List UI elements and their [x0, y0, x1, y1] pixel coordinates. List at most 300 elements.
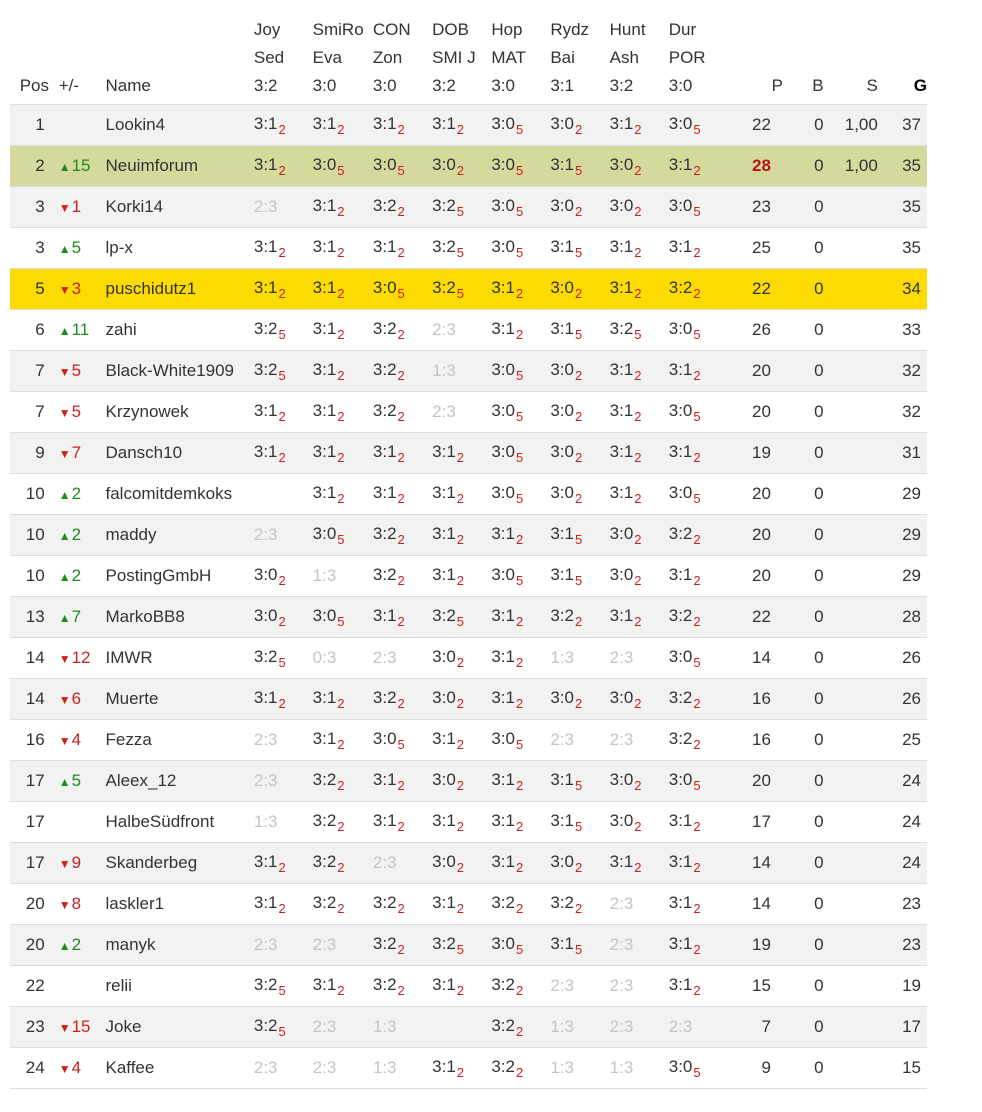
bet-points: 5 — [515, 162, 524, 178]
bet-tip: 3:1 — [432, 810, 456, 830]
bet-score — [312, 318, 345, 342]
bet-cell — [313, 761, 373, 802]
s-cell — [824, 556, 878, 597]
total-cell: 24 — [878, 761, 927, 802]
table-row[interactable] — [10, 966, 927, 1007]
table-row[interactable] — [10, 597, 927, 638]
bet-cell — [550, 269, 609, 310]
bet-score — [372, 441, 405, 465]
bet-tip: 3:1 — [550, 810, 574, 830]
bet-points: 5 — [574, 326, 583, 342]
player-name[interactable]: Muerte — [105, 679, 253, 720]
player-name[interactable]: Kaffee — [105, 1048, 253, 1089]
header-pos[interactable]: Pos — [19, 76, 49, 95]
bet-tip: 3:0 — [550, 400, 574, 420]
player-name[interactable]: Black-White1909 — [105, 351, 253, 392]
bet-points: 2 — [634, 613, 642, 629]
arrow-down-icon: ▼ — [58, 857, 71, 871]
total-cell: 23 — [878, 925, 927, 966]
bet-cell — [550, 556, 609, 597]
bet-points: 2 — [574, 859, 583, 875]
bet-points: 2 — [397, 449, 405, 465]
bet-score — [491, 769, 524, 793]
bet-points: 5 — [574, 162, 583, 178]
table-row[interactable] — [10, 433, 927, 474]
bet-points: 5 — [515, 408, 524, 424]
table-row[interactable] — [10, 556, 927, 597]
bet-tip: 2:3 — [609, 1017, 634, 1036]
bet-score — [491, 564, 524, 588]
bet-tip: 3:2 — [432, 277, 456, 297]
bet-cell — [669, 679, 728, 720]
bet-tip: 3:0 — [668, 769, 693, 789]
bet-cell — [432, 761, 491, 802]
bet-points: 2 — [515, 326, 524, 342]
bet-cell — [373, 556, 432, 597]
header-bonus[interactable]: B — [812, 76, 824, 95]
bet-tip: 3:0 — [312, 154, 337, 174]
table-row[interactable] — [10, 146, 927, 187]
bet-tip: 3:0 — [432, 646, 456, 666]
header-match[interactable] — [610, 16, 669, 105]
bet-tip: 3:2 — [491, 1056, 515, 1076]
bet-score — [373, 648, 397, 667]
bet-score — [312, 892, 345, 916]
bet-score — [491, 195, 524, 219]
bonus-cell: 0 — [783, 556, 824, 597]
bonus-cell: 0 — [783, 966, 824, 1007]
bet-cell — [491, 556, 550, 597]
bonus-cell: 0 — [783, 515, 824, 556]
bet-score — [432, 564, 465, 588]
bet-score — [372, 769, 405, 793]
bet-score — [609, 523, 642, 547]
bet-tip: 3:1 — [609, 400, 634, 420]
player-name[interactable]: falcomitdemkoks — [105, 474, 253, 515]
bet-tip: 3:1 — [668, 810, 693, 830]
bet-score — [550, 687, 583, 711]
bet-tip: 3:0 — [372, 154, 397, 174]
bet-score — [373, 853, 397, 872]
bet-score — [669, 1017, 693, 1036]
bet-score — [550, 933, 583, 957]
bet-cell — [254, 638, 313, 679]
bet-points: 2 — [693, 285, 701, 301]
bet-score — [313, 566, 337, 585]
table-row[interactable] — [10, 105, 927, 146]
bet-tip: 3:2 — [432, 195, 456, 215]
player-name[interactable]: laskler1 — [105, 884, 253, 925]
bet-score — [491, 359, 524, 383]
header-name[interactable]: Name — [105, 76, 151, 95]
table-row[interactable] — [10, 925, 927, 966]
bet-tip: 2:3 — [609, 730, 634, 749]
header-match[interactable] — [313, 16, 373, 105]
bet-tip: 3:1 — [550, 769, 574, 789]
table-row[interactable] — [10, 228, 927, 269]
bet-cell — [432, 351, 491, 392]
bet-cell — [550, 433, 609, 474]
bet-tip: 3:0 — [372, 728, 397, 748]
bet-score — [550, 482, 583, 506]
bet-points: 2 — [634, 121, 642, 137]
bet-points: 2 — [693, 736, 701, 752]
header-match[interactable] — [491, 16, 550, 105]
points-cell: 19 — [728, 925, 783, 966]
bet-cell — [254, 1048, 313, 1089]
bet-cell — [550, 310, 609, 351]
rank-cell: 13 — [10, 597, 59, 638]
bet-score — [609, 482, 642, 506]
player-name[interactable]: manyk — [105, 925, 253, 966]
bet-tip: 3:0 — [491, 933, 515, 953]
bet-score — [432, 974, 465, 998]
bet-cell — [373, 392, 432, 433]
bet-tip: 3:1 — [372, 441, 397, 461]
bet-cell — [432, 720, 491, 761]
bet-tip: 3:2 — [372, 359, 397, 379]
bet-tip: 3:0 — [491, 113, 515, 133]
bet-points: 2 — [693, 695, 701, 711]
bet-points: 5 — [337, 531, 345, 547]
player-name[interactable]: IMWR — [105, 638, 253, 679]
bonus-cell: 0 — [783, 228, 824, 269]
header-s[interactable]: S — [866, 76, 878, 95]
bet-points: 5 — [693, 203, 701, 219]
bet-cell — [669, 597, 728, 638]
player-name[interactable]: Neuimforum — [105, 146, 253, 187]
bet-tip: 3:1 — [491, 769, 515, 789]
player-name[interactable]: Joke — [105, 1007, 253, 1048]
bet-points: 2 — [515, 613, 524, 629]
bet-cell — [432, 474, 491, 515]
bet-tip: 3:1 — [609, 851, 634, 871]
bet-score — [609, 154, 642, 178]
bet-score — [313, 935, 337, 954]
bet-score — [253, 605, 286, 629]
bet-points: 2 — [693, 818, 701, 834]
table-row[interactable] — [10, 802, 927, 843]
bet-cell — [491, 720, 550, 761]
bet-cell — [491, 187, 550, 228]
header-match[interactable] — [373, 16, 432, 105]
header-match[interactable] — [669, 16, 728, 105]
points-cell: 7 — [728, 1007, 783, 1048]
bet-tip: 2:3 — [432, 402, 456, 421]
player-name[interactable]: Lookin4 — [105, 105, 253, 146]
player-name[interactable]: Krzynowek — [105, 392, 253, 433]
bet-tip: 3:1 — [609, 113, 634, 133]
rank-change-cell — [59, 433, 106, 474]
bet-cell — [491, 925, 550, 966]
table-row[interactable] — [10, 351, 927, 392]
bet-score — [373, 1058, 397, 1077]
bet-tip: 3:1 — [550, 236, 574, 256]
bet-tip: 3:1 — [312, 318, 337, 338]
bet-score — [254, 771, 278, 790]
bet-tip: 3:0 — [609, 154, 634, 174]
bet-score — [372, 523, 405, 547]
player-name[interactable]: Dansch10 — [105, 433, 253, 474]
bet-tip: 3:1 — [372, 113, 397, 133]
bet-tip: 3:1 — [550, 154, 574, 174]
s-cell — [824, 679, 878, 720]
s-cell — [824, 843, 878, 884]
bet-points: 5 — [278, 654, 286, 670]
header-match[interactable] — [254, 16, 313, 105]
bet-score — [491, 1015, 524, 1039]
bet-tip: 3:2 — [253, 646, 278, 666]
bet-tip: 3:2 — [253, 318, 278, 338]
bet-score — [610, 935, 634, 954]
table-row[interactable] — [10, 761, 927, 802]
table-row[interactable] — [10, 884, 927, 925]
table-row[interactable] — [10, 679, 927, 720]
bet-points: 2 — [515, 695, 524, 711]
bet-cell — [432, 679, 491, 720]
bet-points: 5 — [693, 777, 701, 793]
arrow-up-icon: ▲ — [58, 939, 71, 953]
bet-cell — [610, 433, 669, 474]
player-name[interactable]: Skanderbeg — [105, 843, 253, 884]
table-row[interactable] — [10, 474, 927, 515]
points-cell: 25 — [728, 228, 783, 269]
bet-cell — [432, 146, 491, 187]
bet-cell — [373, 187, 432, 228]
header-match[interactable] — [550, 16, 609, 105]
bet-tip: 1:3 — [432, 361, 456, 380]
points-cell: 14 — [728, 884, 783, 925]
table-row[interactable] — [10, 1007, 927, 1048]
bet-tip: 3:2 — [491, 1015, 515, 1035]
bet-points: 2 — [456, 531, 465, 547]
bet-points: 2 — [574, 285, 583, 301]
bet-score — [254, 197, 278, 216]
match-result: 3:0 — [372, 76, 397, 95]
bet-points: 2 — [634, 572, 642, 588]
bet-cell — [550, 187, 609, 228]
bet-cell — [610, 884, 669, 925]
bet-cell — [313, 966, 373, 1007]
header-match[interactable] — [432, 16, 491, 105]
player-name[interactable]: Korki14 — [105, 187, 253, 228]
bonus-cell: 0 — [783, 884, 824, 925]
player-name[interactable]: maddy — [105, 515, 253, 556]
table-header — [10, 16, 927, 105]
bet-cell — [550, 802, 609, 843]
bonus-cell: 0 — [783, 1007, 824, 1048]
bet-score — [668, 851, 701, 875]
match-result: 3:2 — [432, 76, 456, 95]
bet-points: 5 — [574, 531, 583, 547]
bet-points: 2 — [337, 121, 345, 137]
bet-points: 2 — [397, 490, 405, 506]
bet-cell — [610, 187, 669, 228]
bet-score — [432, 646, 465, 670]
bet-points: 2 — [693, 572, 701, 588]
rank-change-cell — [59, 228, 106, 269]
player-name[interactable]: lp-x — [105, 228, 253, 269]
bet-tip: 3:2 — [372, 523, 397, 543]
bet-tip: 2:3 — [609, 935, 634, 954]
bet-points: 2 — [456, 982, 465, 998]
player-name[interactable]: zahi — [105, 310, 253, 351]
bet-points: 2 — [397, 244, 405, 260]
bet-points: 5 — [693, 326, 701, 342]
table-row[interactable] — [10, 720, 927, 761]
bet-cell — [373, 515, 432, 556]
header-points[interactable]: P — [771, 76, 783, 95]
bet-tip: 3:2 — [550, 605, 574, 625]
bet-cell — [669, 720, 728, 761]
bet-cell — [313, 1048, 373, 1089]
bet-points: 2 — [634, 531, 642, 547]
bet-tip: 1:3 — [312, 566, 337, 585]
bet-cell — [550, 925, 609, 966]
bet-tip: 3:0 — [550, 359, 574, 379]
bet-tip: 1:3 — [550, 648, 574, 667]
rank-change-cell — [59, 146, 106, 187]
bet-score — [668, 400, 701, 424]
bet-points: 2 — [397, 326, 405, 342]
player-name[interactable]: Fezza — [105, 720, 253, 761]
table-row[interactable] — [10, 269, 927, 310]
player-name[interactable]: relii — [105, 966, 253, 1007]
match-team: Eva — [312, 48, 342, 67]
bonus-cell: 0 — [783, 761, 824, 802]
bet-points: 5 — [515, 367, 524, 383]
bet-score — [432, 728, 465, 752]
bet-score — [609, 277, 642, 301]
bet-cell — [373, 679, 432, 720]
bet-points: 2 — [634, 695, 642, 711]
player-name[interactable]: HalbeSüdfront — [105, 802, 253, 843]
s-cell — [824, 638, 878, 679]
bet-tip: 3:1 — [491, 851, 515, 871]
table-row[interactable] — [10, 310, 927, 351]
bet-points: 5 — [337, 613, 345, 629]
bet-tip: 3:1 — [491, 687, 515, 707]
bet-cell — [313, 269, 373, 310]
bet-score — [550, 1017, 574, 1036]
bet-points: 2 — [693, 449, 701, 465]
bet-tip: 3:2 — [668, 687, 693, 707]
bet-score — [550, 441, 583, 465]
bet-tip: 3:1 — [253, 851, 278, 871]
bet-score — [372, 564, 405, 588]
rank-change-cell — [59, 638, 106, 679]
bet-tip: 3:1 — [312, 359, 337, 379]
bet-cell — [610, 720, 669, 761]
bet-tip: 3:1 — [668, 892, 693, 912]
bet-cell — [254, 310, 313, 351]
bet-points: 5 — [574, 572, 583, 588]
bet-score — [491, 933, 524, 957]
rank-change-value: 6 — [71, 689, 82, 708]
bet-cell — [313, 597, 373, 638]
bet-cell — [491, 761, 550, 802]
bonus-cell: 0 — [783, 597, 824, 638]
bet-cell — [610, 1048, 669, 1089]
bet-tip: 2:3 — [432, 320, 456, 339]
rank-cell: 3 — [10, 187, 59, 228]
bet-score — [432, 154, 465, 178]
bonus-cell: 0 — [783, 146, 824, 187]
bet-points: 2 — [634, 367, 642, 383]
bet-cell — [491, 843, 550, 884]
player-name[interactable]: puschidutz1 — [105, 269, 253, 310]
match-result: 3:2 — [253, 76, 278, 95]
bet-points: 2 — [574, 203, 583, 219]
match-team: Bai — [550, 48, 575, 67]
bet-score — [668, 892, 701, 916]
rank-change-value: 8 — [71, 894, 82, 913]
table-row[interactable] — [10, 638, 927, 679]
bet-score — [491, 605, 524, 629]
table-row[interactable] — [10, 515, 927, 556]
bet-score — [609, 441, 642, 465]
table-row[interactable] — [10, 392, 927, 433]
bet-tip: 3:1 — [432, 564, 456, 584]
bet-cell — [432, 392, 491, 433]
player-name[interactable]: Aleex_12 — [105, 761, 253, 802]
header-total[interactable]: G — [913, 76, 927, 95]
bet-points: 2 — [456, 490, 465, 506]
bet-score — [491, 728, 524, 752]
bonus-cell: 0 — [783, 638, 824, 679]
bet-points: 2 — [693, 244, 701, 260]
bet-cell — [432, 925, 491, 966]
bet-score — [668, 195, 701, 219]
points-cell: 9 — [728, 1048, 783, 1089]
player-name[interactable]: PostingGmbH — [105, 556, 253, 597]
bet-tip: 1:3 — [372, 1058, 397, 1077]
bet-score — [313, 1058, 337, 1077]
bet-score — [432, 361, 456, 380]
bet-score — [609, 400, 642, 424]
rank-cell: 10 — [10, 556, 59, 597]
header-change[interactable]: +/- — [58, 76, 80, 95]
bet-cell — [254, 515, 313, 556]
bet-tip: 2:3 — [609, 976, 634, 995]
bet-points: 2 — [397, 777, 405, 793]
bet-score — [254, 1058, 278, 1077]
bet-points: 2 — [574, 490, 583, 506]
bet-score — [312, 605, 345, 629]
bet-score — [610, 648, 634, 667]
bet-cell — [669, 146, 728, 187]
bet-tip: 3:1 — [668, 933, 693, 953]
bet-cell — [669, 433, 728, 474]
bet-score — [372, 236, 405, 260]
table-row[interactable] — [10, 843, 927, 884]
bet-score — [432, 277, 465, 301]
bet-cell — [491, 474, 550, 515]
match-team: MAT — [491, 48, 526, 67]
player-name[interactable]: MarkoBB8 — [105, 597, 253, 638]
bet-tip: 3:0 — [668, 113, 693, 133]
rank-change-value: 4 — [71, 1058, 82, 1077]
table-row[interactable] — [10, 1048, 927, 1089]
bet-cell — [313, 351, 373, 392]
bet-tip: 3:1 — [312, 113, 337, 133]
points-cell: 23 — [728, 187, 783, 228]
bet-tip: 2:3 — [253, 935, 278, 954]
table-row[interactable] — [10, 187, 927, 228]
bet-tip: 3:2 — [253, 359, 278, 379]
bet-cell — [669, 802, 728, 843]
bet-cell — [669, 351, 728, 392]
